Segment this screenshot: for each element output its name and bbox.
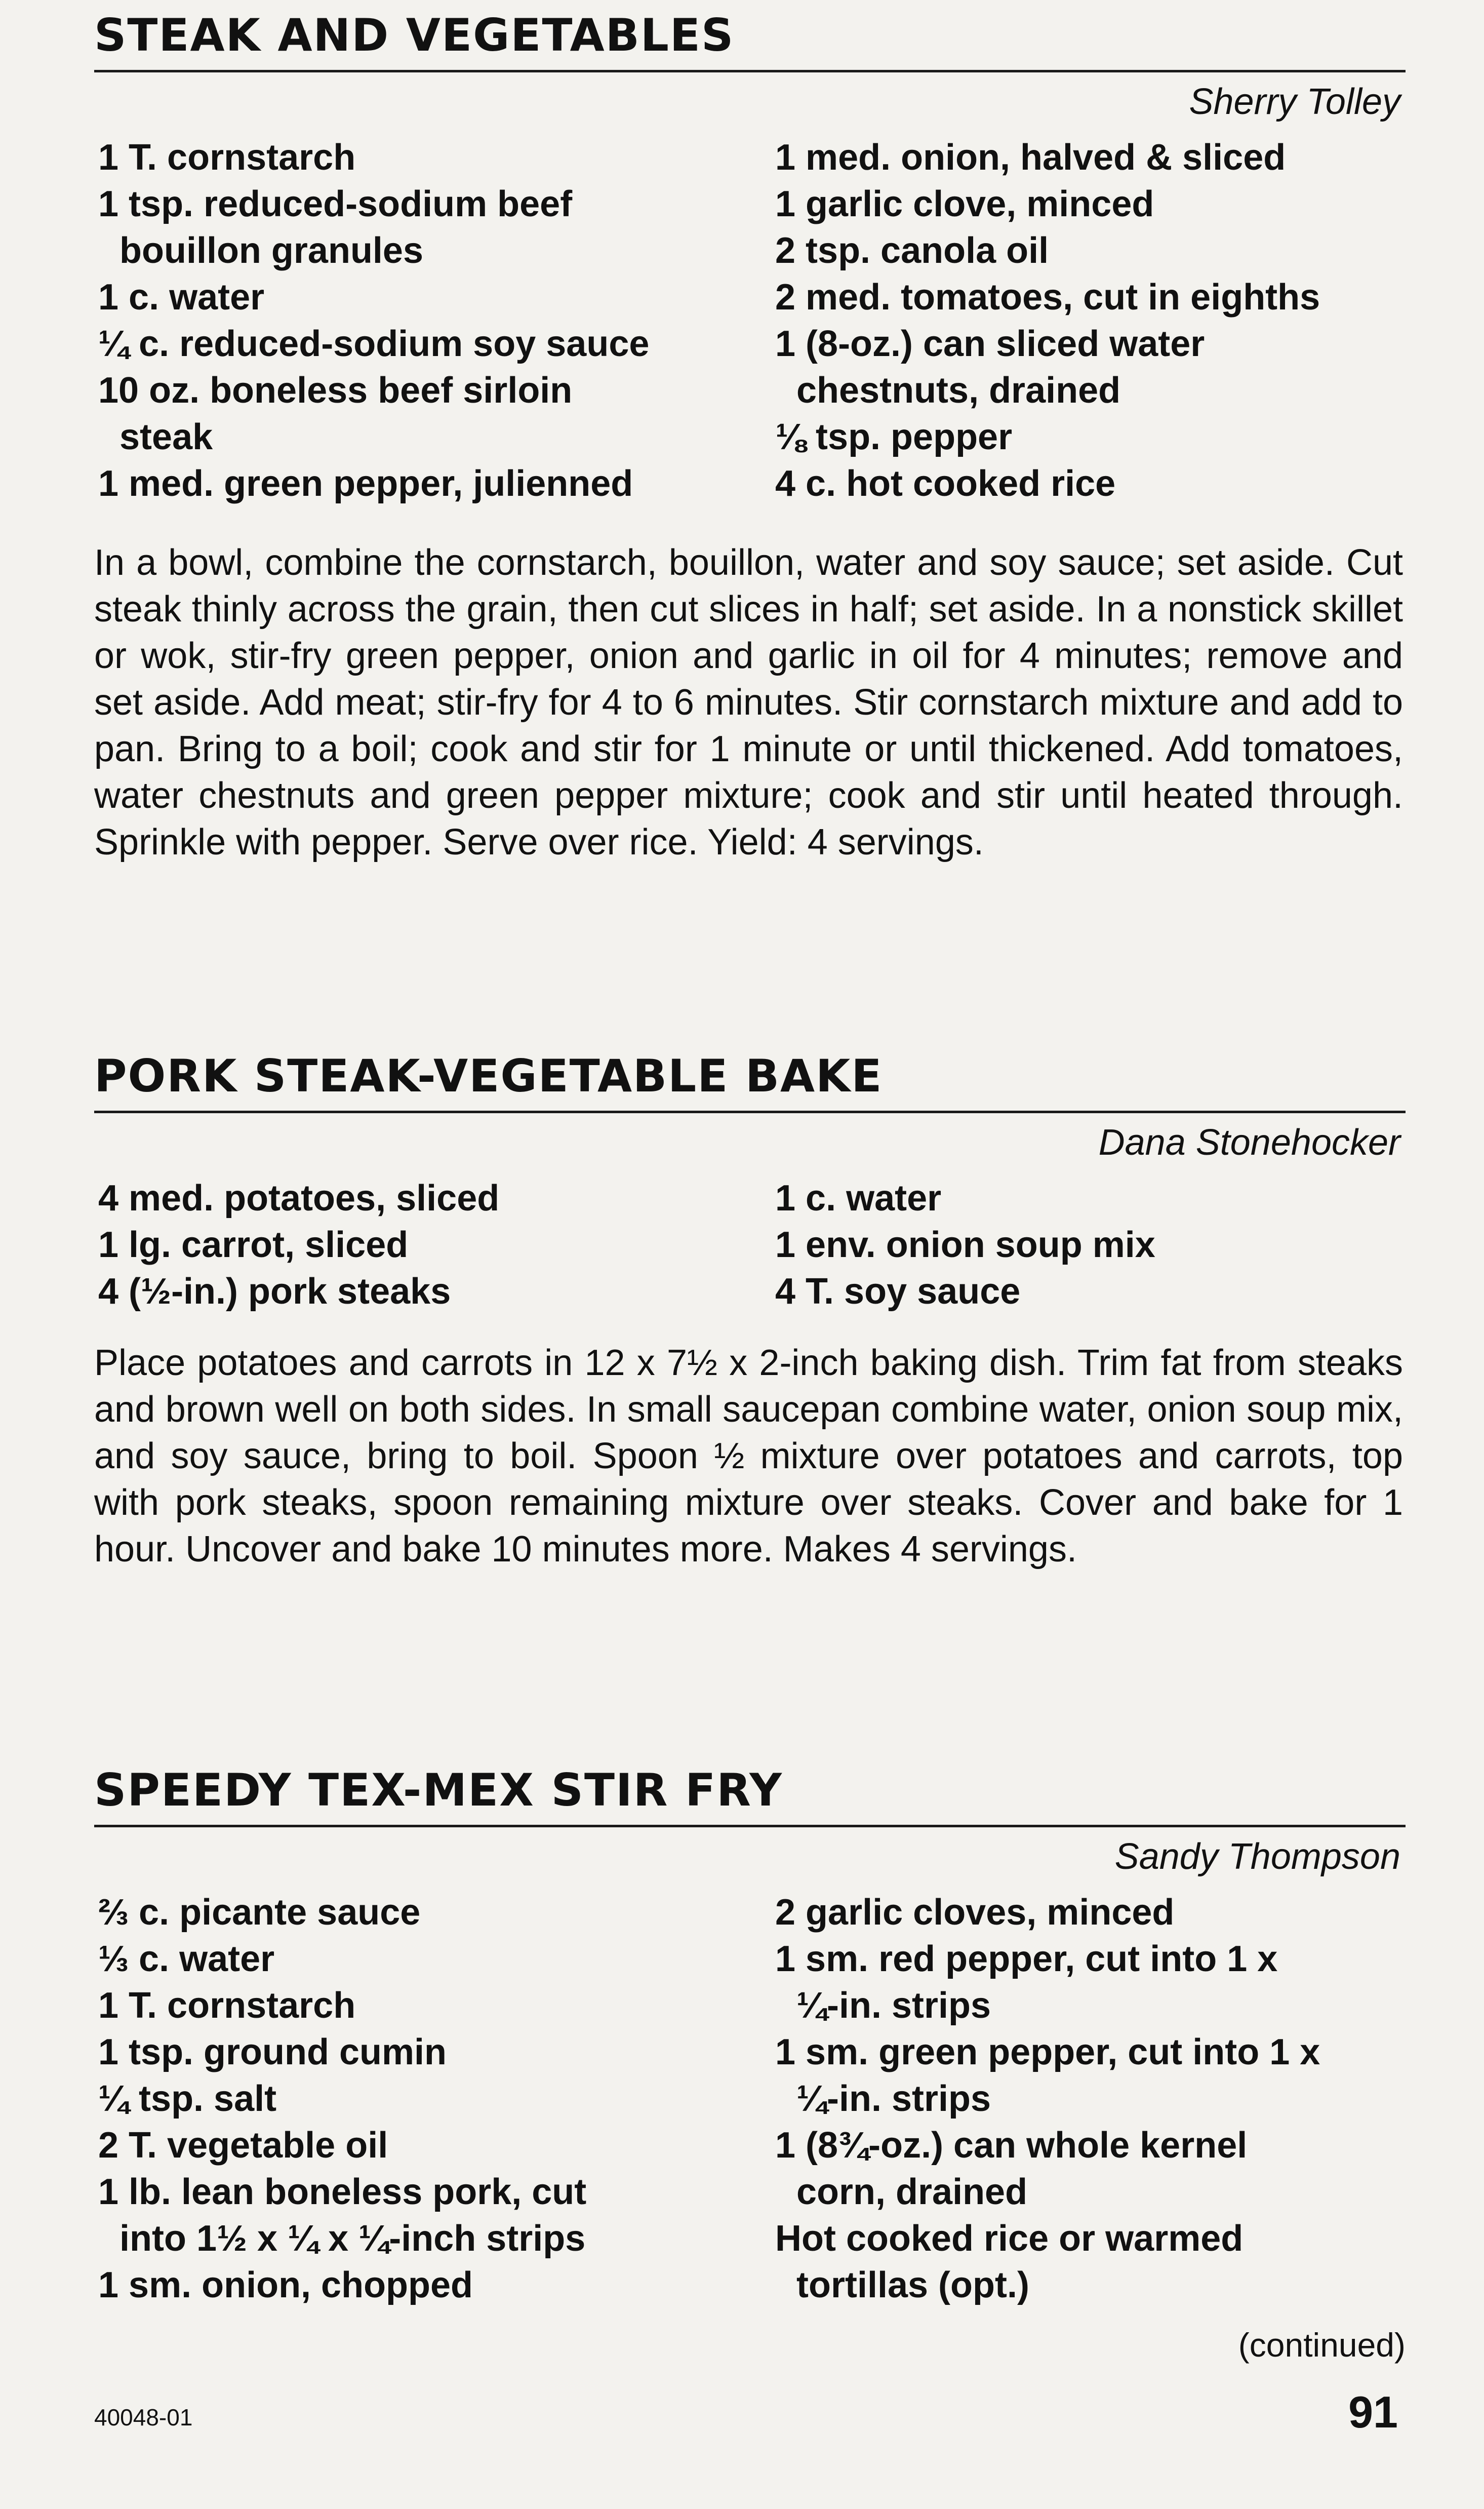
- ingredient-line: bouillon granules: [119, 230, 424, 271]
- ingredient-line: steak: [119, 417, 213, 457]
- ingredients-left-column: [98, 134, 756, 507]
- ingredient-line: 1 lb. lean boneless pork, cut: [98, 2172, 587, 2212]
- ingredient-line: 10 oz. boneless beef sirloin: [98, 370, 573, 411]
- recipe-author: Dana Stonehocker: [1098, 1122, 1400, 1163]
- ingredient-line: 4 c. hot cooked rice: [775, 463, 1116, 504]
- ingredient-line: ⅓ c. water: [98, 1939, 275, 1979]
- ingredients-left-column: [98, 1175, 756, 1315]
- footer-code: 40048-01: [94, 2404, 193, 2430]
- ingredient-line: 1 lg. carrot, sliced: [98, 1225, 409, 1265]
- ingredient-line: ¼-in. strips: [796, 2079, 991, 2119]
- ingredient-line: chestnuts, drained: [796, 370, 1121, 411]
- ingredient-line: 1 T. cornstarch: [98, 137, 356, 178]
- ingredient-line: 1 c. water: [98, 277, 265, 318]
- ingredients-right-column: [775, 134, 1403, 507]
- ingredient-line: ¼-in. strips: [796, 1985, 991, 2026]
- ingredient-line: 2 tsp. canola oil: [775, 230, 1049, 271]
- continued-note: (continued): [1238, 2326, 1406, 2364]
- recipe-title: SPEEDY TEX-MEX STIR FRY: [94, 1764, 783, 1816]
- ingredient-line: 4 T. soy sauce: [775, 1271, 1021, 1312]
- recipe-author: Sherry Tolley: [1189, 82, 1400, 122]
- ingredient-line: 4 (½-in.) pork steaks: [98, 1271, 451, 1312]
- ingredient-line: tortillas (opt.): [796, 2265, 1029, 2305]
- ingredient-line: 2 med. tomatoes, cut in eighths: [775, 277, 1320, 318]
- recipe-author: Sandy Thompson: [1114, 1836, 1400, 1877]
- ingredient-line: 1 sm. onion, chopped: [98, 2265, 473, 2305]
- recipe-steak-and-vegetables: [94, 9, 1406, 863]
- title-rule: [94, 1111, 1406, 1113]
- recipe-title: STEAK AND VEGETABLES: [94, 9, 735, 61]
- ingredients-right-column: [775, 1175, 1403, 1315]
- page-number: 91: [1348, 2387, 1398, 2437]
- ingredient-line: 1 T. cornstarch: [98, 1985, 356, 2026]
- ingredient-line: ⅛ tsp. pepper: [775, 417, 1013, 457]
- ingredient-line: 1 (8-oz.) can sliced water: [775, 324, 1205, 364]
- ingredient-line: ⅔ c. picante sauce: [98, 1892, 421, 1933]
- recipe-title: PORK STEAK-VEGETABLE BAKE: [94, 1050, 883, 1102]
- ingredient-line: 1 c. water: [775, 1178, 942, 1219]
- ingredient-line: corn, drained: [796, 2172, 1028, 2212]
- ingredient-line: 1 tsp. ground cumin: [98, 2032, 447, 2072]
- ingredients-left-column: [98, 1889, 756, 2308]
- ingredient-line: into 1½ x ¼ x ¼-inch strips: [119, 2218, 586, 2259]
- ingredients-right-column: [775, 1889, 1403, 2308]
- recipe-directions: Place potatoes and carrots in 12 x 7½ x 2-inch baking dish. Trim fat from steaks and brown well on both sides. In small saucepan combine water, onion soup mix, and soy sauce, bring to boil. Spoon ½ mixture over potatoes and carrots, top with pork steaks, spoon remaining mixture over steaks. Cover and bake for 1 hour. Uncover and bake 10 minutes more. Makes 4 servings.: [94, 1343, 1403, 1570]
- ingredient-line: 1 (8¾-oz.) can whole kernel: [775, 2125, 1248, 2166]
- ingredient-line: ¼ tsp. salt: [98, 2079, 277, 2119]
- ingredient-line: 4 med. potatoes, sliced: [98, 1178, 500, 1219]
- recipe-speedy-tex-mex-stir-fry: [94, 1764, 1406, 2305]
- ingredient-line: ¼ c. reduced-sodium soy sauce: [98, 324, 650, 364]
- ingredient-line: 1 env. onion soup mix: [775, 1225, 1155, 1265]
- recipe-directions: In a bowl, combine the cornstarch, bouillon, water and soy sauce; set aside. Cut steak thinly across the grain, then cut slices in half; set aside. In a nonstick skillet or wok, stir-fry green pepper, onion and garlic in oil for 4 minutes; remove and set aside. Add meat; stir-fry for 4 to 6 minutes. Stir cornstarch mixture and add to pan. Bring to a boil; cook and stir for 1 minute or until thickened. Add tomatoes, water chestnuts and green pepper mixture; cook and stir until heated through. Sprinkle with pepper. Serve over rice. Yield: 4 servings.: [94, 542, 1403, 863]
- recipe-pork-steak-vegetable-bake: [94, 1050, 1406, 1570]
- ingredient-line: Hot cooked rice or warmed: [775, 2218, 1244, 2259]
- ingredient-line: 2 garlic cloves, minced: [775, 1892, 1175, 1933]
- ingredient-line: 2 T. vegetable oil: [98, 2125, 388, 2166]
- ingredient-line: 1 tsp. reduced-sodium beef: [98, 184, 573, 224]
- ingredient-line: 1 garlic clove, minced: [775, 184, 1154, 224]
- ingredient-line: 1 med. green pepper, julienned: [98, 463, 633, 504]
- title-rule: [94, 70, 1406, 72]
- ingredient-line: 1 med. onion, halved & sliced: [775, 137, 1286, 178]
- ingredient-line: 1 sm. green pepper, cut into 1 x: [775, 2032, 1320, 2072]
- ingredient-line: 1 sm. red pepper, cut into 1 x: [775, 1939, 1278, 1979]
- title-rule: [94, 1825, 1406, 1827]
